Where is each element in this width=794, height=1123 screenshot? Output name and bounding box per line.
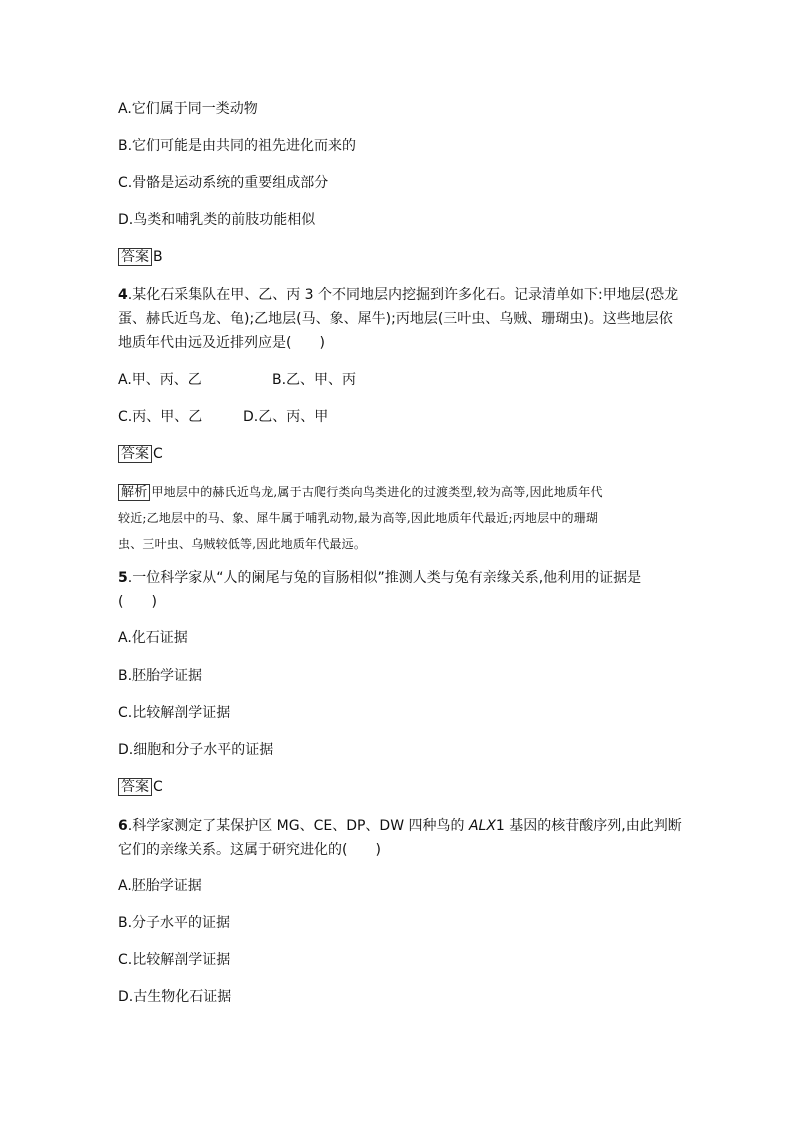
question-text: .一位科学家从“人的阑尾与兔的盲肠相似”推测人类与兔有亲缘关系,他利用的证据是 <box>127 570 642 586</box>
question-paren: ( <box>118 594 124 610</box>
question-text: 1 基因的核苷酸序列,由此判断 <box>495 818 682 834</box>
q5-option-d: D.细胞和分子水平的证据 <box>118 742 274 758</box>
q6-option-c: C.比较解剖学证据 <box>118 952 231 968</box>
explanation-line: 较近;乙地层中的马、象、犀牛属于哺乳动物,最为高等,因此地质年代最近;丙地层中的珊瑚 <box>118 511 599 525</box>
q6-option-a: A.胚胎学证据 <box>118 878 202 894</box>
explanation-line <box>118 479 678 505</box>
q4-option-b: B.乙、甲、丙 <box>272 372 357 388</box>
question-text: .科学家测定了某保护区 MG、CE、DP、DW 四种鸟的 <box>127 818 469 834</box>
q5-option-a: A.化石证据 <box>118 630 188 646</box>
gene-name: ALX <box>468 818 496 834</box>
q5-option-c: C.比较解剖学证据 <box>118 705 231 721</box>
q3-option-a: A.它们属于同一类动物 <box>118 101 258 117</box>
q6-stem-line1 <box>118 817 682 835</box>
q4-explanation <box>118 479 678 557</box>
answer-badge: 答案 <box>118 248 152 266</box>
question-number: 5 <box>118 570 128 586</box>
q4-stem-line3 <box>118 334 325 352</box>
question-text: 它们的亲缘关系。这属于研究进化的( <box>118 842 348 858</box>
q6-option-b: B.分子水平的证据 <box>118 915 231 931</box>
q6-stem-line2 <box>118 841 381 859</box>
question-number: 4 <box>118 287 128 303</box>
question-text: 地质年代由远及近排列应是( <box>118 335 292 351</box>
q5-stem-line1 <box>118 569 641 587</box>
answer-value: C <box>153 779 163 795</box>
q3-option-d: D.鸟类和哺乳类的前肢功能相似 <box>118 212 316 228</box>
q4-answer <box>118 445 163 463</box>
question-paren: ) <box>319 335 325 351</box>
answer-badge: 答案 <box>118 445 152 463</box>
q6-option-d: D.古生物化石证据 <box>118 989 232 1005</box>
explanation-text: 甲地层中的赫氏近鸟龙,属于古爬行类向鸟类进化的过渡类型,较为高等,因此地质年代 <box>151 485 603 499</box>
answer-value: C <box>153 446 163 462</box>
explanation-badge: 解析 <box>118 484 150 501</box>
q4-option-c: C.丙、甲、乙 <box>118 409 203 425</box>
q4-option-d: D.乙、丙、甲 <box>243 409 329 425</box>
q4-stem-line2: 蛋、赫氏近鸟龙、龟);乙地层(马、象、犀牛);丙地层(三叶虫、乌贼、珊瑚虫)。这些地层依 <box>118 311 673 327</box>
q3-option-c: C.骨骼是运动系统的重要组成部分 <box>118 175 329 191</box>
explanation-line: 虫、三叶虫、乌贼较低等,因此地质年代最远。 <box>118 537 367 551</box>
q5-stem-line2 <box>118 593 157 611</box>
question-number: 6 <box>118 818 128 834</box>
q3-answer <box>118 248 163 266</box>
question-paren: ) <box>375 842 381 858</box>
question-paren: ) <box>151 594 157 610</box>
answer-badge: 答案 <box>118 778 152 796</box>
q5-answer <box>118 778 163 796</box>
question-text: .某化石采集队在甲、乙、丙 3 个不同地层内挖掘到许多化石。记录清单如下:甲地层(恐龙 <box>127 287 679 303</box>
q4-option-a: A.甲、丙、乙 <box>118 372 202 388</box>
answer-value: B <box>153 249 163 265</box>
q3-option-b: B.它们可能是由共同的祖先进化而来的 <box>118 138 357 154</box>
q4-stem-line1 <box>118 286 678 304</box>
q5-option-b: B.胚胎学证据 <box>118 668 203 684</box>
